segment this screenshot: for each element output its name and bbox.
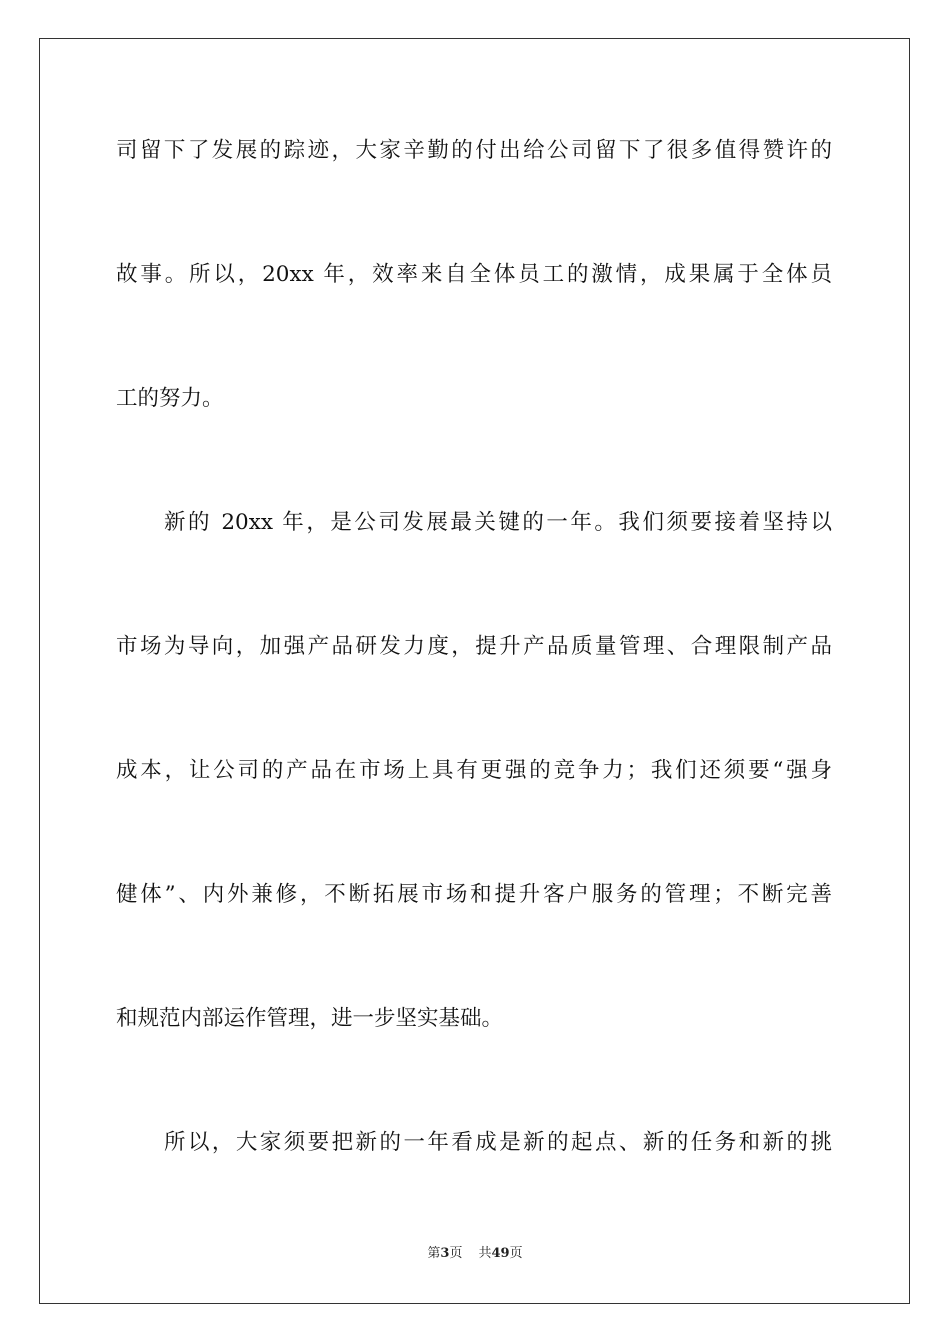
paragraph-first-line: 所以，大家须要把新的一年看成是新的起点、新的任务和新的挑 xyxy=(164,1130,832,1155)
text-line: 市场为导向，加强产品研发力度，提升产品质量管理、合理限制产品 xyxy=(116,634,832,659)
total-prefix: 共 xyxy=(478,1246,492,1261)
page-number: 3 xyxy=(440,1246,450,1261)
total-pages: 49 xyxy=(491,1246,510,1261)
paragraph-first-line: 新的 20xx 年，是公司发展最关键的一年。我们须要接着坚持以 xyxy=(164,510,832,535)
text-line: 工的努力。 xyxy=(116,386,224,411)
total-suffix: 页 xyxy=(509,1246,523,1261)
page-prefix: 第 xyxy=(427,1246,441,1261)
text-line: 成本，让公司的产品在市场上具有更强的竞争力；我们还须要“强身 xyxy=(116,758,832,783)
text-line: 故事。所以，20xx 年，效率来自全体员工的激情，成果属于全体员 xyxy=(116,262,832,287)
text-line: 司留下了发展的踪迹，大家辛勤的付出给公司留下了很多值得赞许的 xyxy=(116,138,832,163)
text-line: 和规范内部运作管理，进一步坚实基础。 xyxy=(116,1006,504,1031)
page-border xyxy=(39,38,910,1304)
page-footer xyxy=(0,1245,950,1263)
page-suffix: 页 xyxy=(449,1246,463,1261)
text-line: 健体”、内外兼修，不断拓展市场和提升客户服务的管理；不断完善 xyxy=(116,882,832,907)
